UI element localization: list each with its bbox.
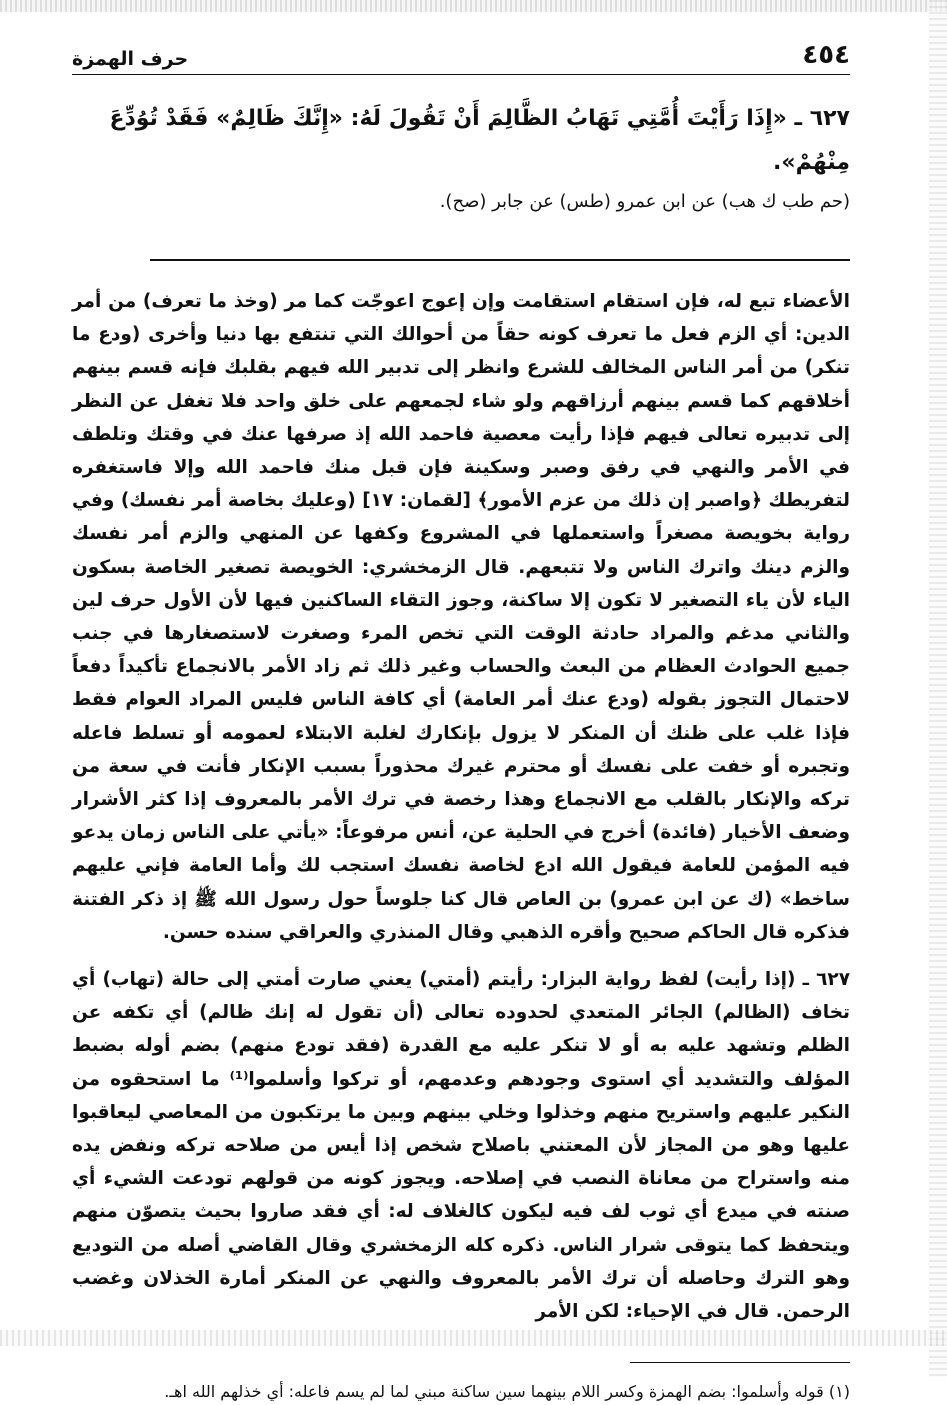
book-page [72, 36, 850, 1405]
page-number: ٤٥٤ [802, 40, 850, 70]
commentary [72, 285, 850, 1328]
scan-edge-top [0, 0, 947, 12]
footnote-divider [630, 1362, 850, 1363]
hadith-source: (حم طب ك هب) عن ابن عمرو (طس) عن جابر (صح). [439, 191, 850, 212]
page-header [72, 36, 850, 75]
footnote: (١) قوله وأسلموا: بضم الهمزة وكسر اللام بينهما سين ساكنة مبني لما لم يسم فاعله: أي خذلهم الله اهـ. [164, 1382, 850, 1402]
commentary-paragraph: الأعضاء تبع له، فإن استقام استقامت وإن إعوج اعوجّت كما مر (وخذ ما تعرف) من أمر الدين: أي الزم فعل ما تعرف كونه حقاً من أحوالك التي تنتفع بها دنيا وأخرى (ودع ما تنكر) من أمر الناس المخالف للشرع وانظر إلى تدبير الله فيهم بقلبك فإنه قسم بينهم أخلاقهم كما قسم بينهم أرزاقهم ولو شاء لجمعهم على خلق واحد فلا تغفل عن النظر إلى تدبيره تعالى فيهم فإذا رأيت معصية فاحمد الله إذ صرفها عنك في وقتك وتلطف في الأمر والنهي في رفق وصبر وسكينة فإن قبل منك فاحمد الله وإلا فاستغفره لتفريطك ﴿واصبر إن ذلك من عزم الأمور﴾ [لقمان: ١٧] (وعليك بخاصة أمر نفسك) وفي رواية بخويصة مصغراً واستعملها في المشروع وكفها عن المنهي والزم أمر نفسك والزم دينك واترك الناس ولا تتبعهم. قال الزمخشري: الخويصة تصغير الخاصة بسكون الياء لأن ياء التصغير لا تكون إلا ساكنة، وجوز التقاء الساكنين فيها لأن الأول حرف لين والثاني مدغم والمراد حادثة الوقت التي تخص المرء وصغرت لاستصغارها في جنب جميع الحوادث العظام من البعث والحساب وغير ذلك ثم زاد الأمر بالانجماع تأكيداً دفعاً لاحتمال التجوز بقوله (ودع عنك أمر العامة) أي كافة الناس فليس المراد العوام فقط فإذا غلب على ظنك أن المنكر لا يزول بإنكارك لغلبة الابتلاء لعمومه أو تسلط فاعله وتجبره أو خفت على نفسك أو محترم غيرك محذوراً بسبب الإنكار فأنت في سعة من تركه والإنكار بالقلب مع الانجماع وهذا رخصة في ترك الأمر بالمعروف إذا كثر الأشرار وضعف الأخيار (فائدة) أخرج في الحلية عن، أنس مرفوعاً: «يأتي على الناس زمان يدعو فيه المؤمن للعامة فيقول الله ادع لخاصة نفسك استجب لك وأما العامة فإني عليهم ساخط» (ك عن ابن عمرو) بن العاص قال كنا جلوساً حول رسول الله ﷺ إذ ذكر الفتنة فذكره قال الحاكم صحيح وأقره الذهبي وقال المنذري والعراقي سنده حسن. [72, 291, 850, 943]
commentary-paragraph: ٦٢٧ ـ (إذا رأيت) لفظ رواية البزار: رأيتم (أمتي) يعني صارت أمتي إلى حالة (تهاب) أي تخاف (الظالم) الجائر المتعدي لحدوده تعالى (أن تقول له إنك ظالم) أي تكفه عن الظلم وتشهد عليه به أو لا تنكر عليه مع القدرة (فقد تودع منهم) بضم أوله بضبط المؤلف والتشديد أي استوى وجودهم وعدمهم، أو تركوا وأسلموا⁽¹⁾ ما استحقوه من النكير عليهم واستريح منهم وخذلوا وخلي بينهم وبين ما يرتكبون من المعاصي ليعاقبوا عليها وهو من المجاز لأن المعتني باصلاح شخص إذا أيس من صلاحه تركه ونفض يده منه واستراح من معاناة النصب في إصلاحه. ويجوز كونه من قولهم تودعت الشيء أي صنته في ميدع أي ثوب لف فيه ليكون كالغلاف له: أي فقد صاروا بحيث يتصوّن منهم ويتحفظ كما يتوقى شرار الناس. ذكره كله الزمخشري وقال القاضي أصله من التوديع وهو الترك وحاصله أن ترك الأمر بالمعروف والنهي عن المنكر أمارة الخذلان وغضب الرحمن. قال في الإحياء: لكن الأمر [72, 969, 850, 1323]
running-title: حرف الهمزة [72, 48, 189, 70]
scan-edge-right [929, 0, 947, 1377]
section-divider [150, 259, 850, 261]
hadith-text: ٦٢٧ ـ «إِذَا رَأَيْتَ أُمَّتِي تَهَابُ الظَّالِمَ أَنْ تَقُولَ لَهُ: «إِنَّكَ ظَالِمٌ» فَقَدْ تُوُدِّعَ مِنْهُمْ». [109, 106, 850, 175]
